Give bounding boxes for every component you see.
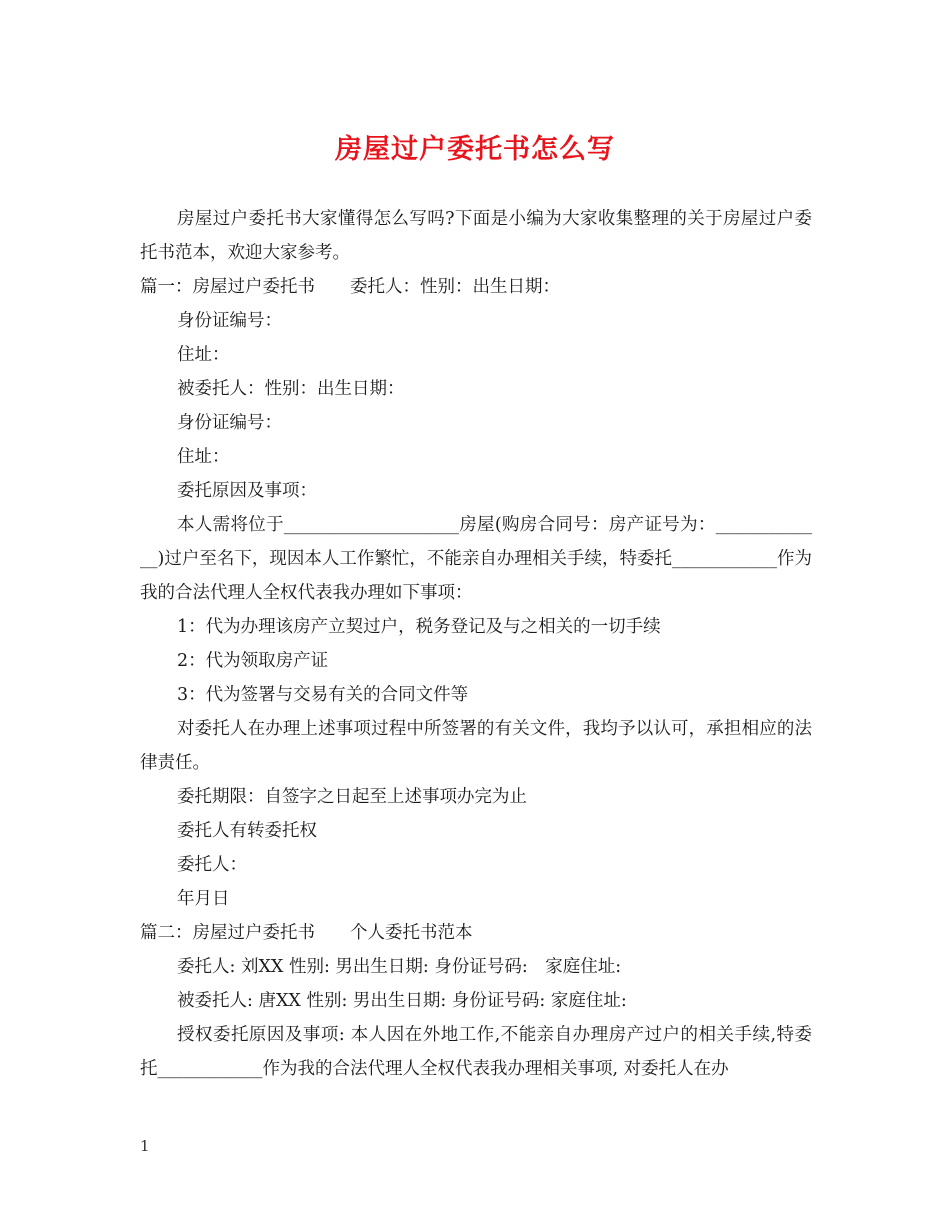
paragraph: 篇一：房屋过户委托书 委托人：性别：出生日期： — [140, 277, 560, 297]
paragraph: 身份证编号： — [177, 311, 282, 331]
paragraph: 委托人: 刘XX 性别: 男出生日期: 身份证号码: 家庭住址: — [177, 957, 622, 977]
paragraph: 委托期限：自签字之日起至上述事项办完为止 — [177, 787, 527, 807]
paragraph: 委托人： — [177, 855, 247, 875]
paragraph: 2：代为领取房产证 — [177, 651, 329, 671]
paragraph: 被委托人: 唐XX 性别: 男出生日期: 身份证号码: 家庭住址: — [177, 991, 627, 1011]
paragraph: 对委托人在办理上述事项过程中所签署的有关文件，我均予以认可，承担相应的法律责任。 — [140, 719, 812, 773]
paragraph: 3：代为签署与交易有关的合同文件等 — [177, 685, 469, 705]
paragraph: 委托原因及事项： — [177, 481, 317, 501]
paragraph: 授权委托原因及事项: 本人因在外地工作,不能亲自办理房产过户的相关手续,特委托____________作为我的合法代理人全权代表我办理相关事项, 对委托人在办 — [140, 1025, 812, 1079]
document-title: 房屋过户委托书怎么写 — [335, 134, 615, 165]
paragraph: 篇二：房屋过户委托书 个人委托书范本 — [140, 923, 473, 943]
paragraph: 房屋过户委托书大家懂得怎么写吗?下面是小编为大家收集整理的关于房屋过户委托书范本，欢迎大家参考。 — [140, 209, 812, 263]
paragraph: 1：代为办理该房产立契过户，税务登记及与之相关的一切手续 — [177, 617, 661, 637]
paragraph: 住址： — [177, 345, 230, 365]
paragraph: 委托人有转委托权 — [177, 821, 317, 841]
paragraph: 被委托人：性别：出生日期： — [177, 379, 405, 399]
paragraph: 住址： — [177, 447, 230, 467]
paragraph: 本人需将位于____________________房屋(购房合同号：房产证号为：_____________)过户至名下，现因本人工作繁忙，不能亲自办理相关手续，特委托____________作为我的合法代理人全权代表我办理如下事项： — [140, 515, 812, 603]
page-number: 1 — [140, 1137, 150, 1155]
document-body — [140, 202, 812, 1086]
paragraph: 年月日 — [177, 889, 230, 909]
paragraph: 身份证编号： — [177, 413, 282, 433]
